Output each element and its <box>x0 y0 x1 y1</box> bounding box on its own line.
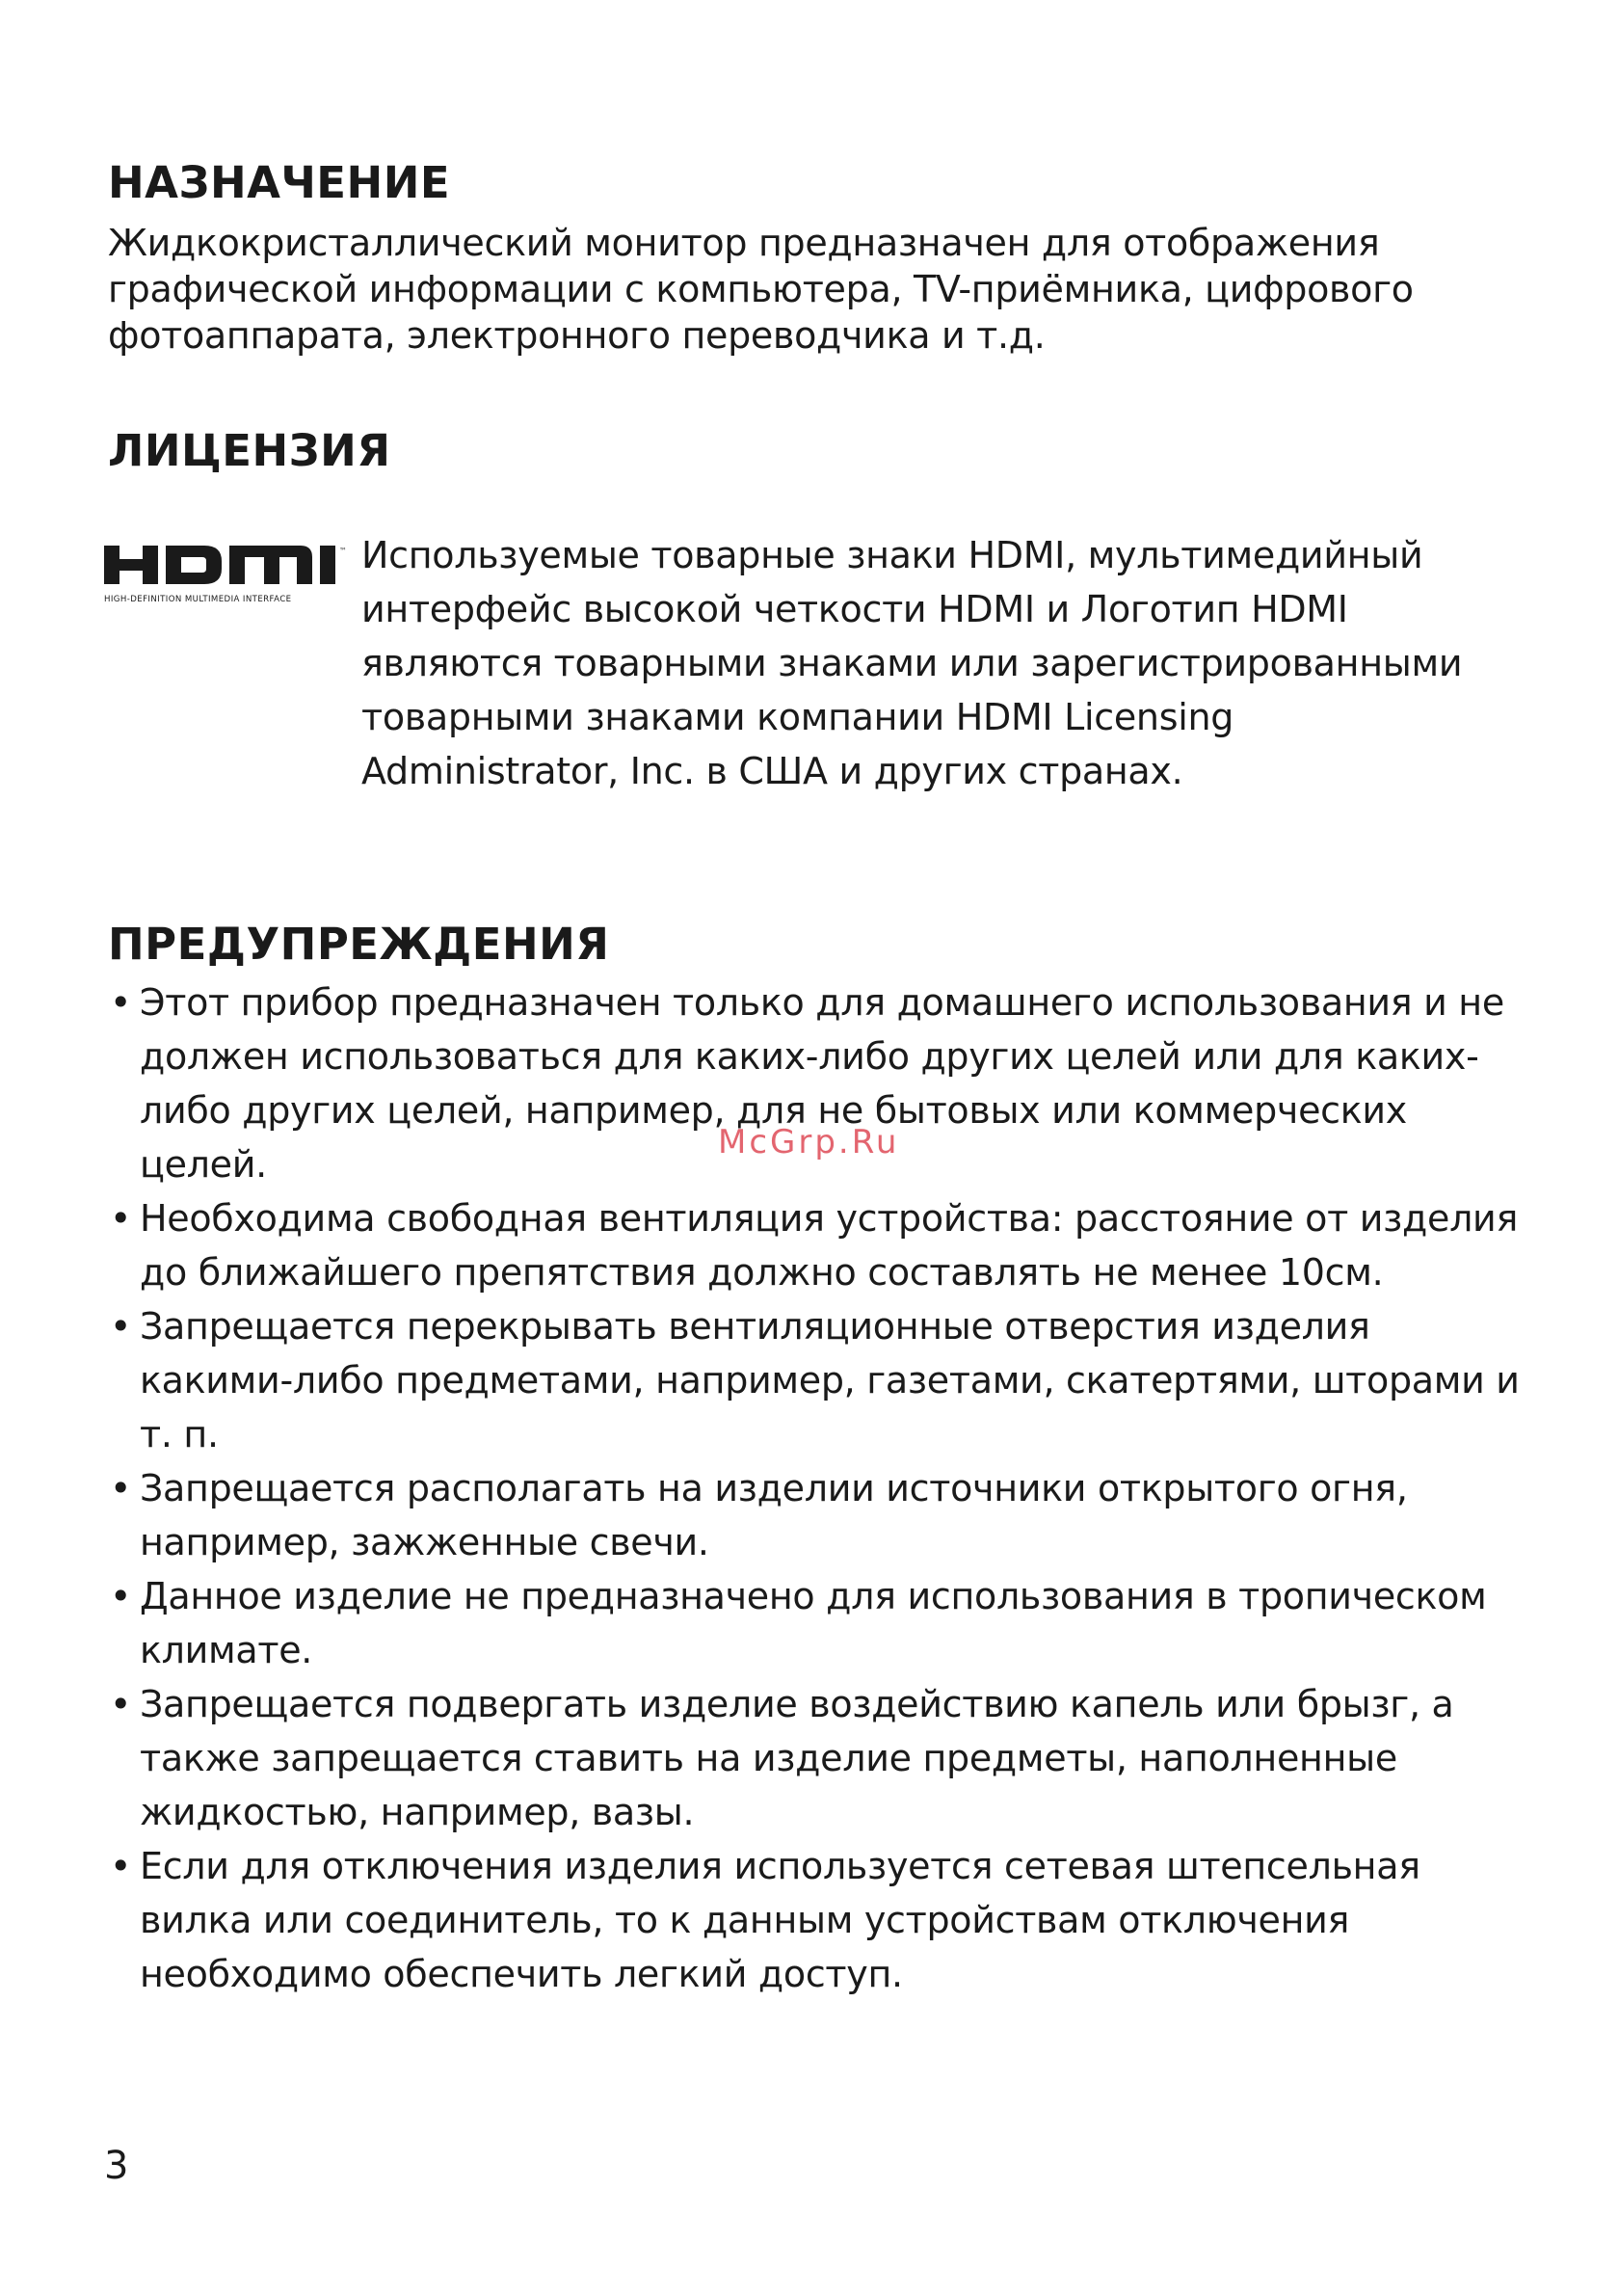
watermark: McGrp.Ru <box>718 1123 900 1161</box>
warnings-heading: ПРЕДУПРЕЖДЕНИЯ <box>108 919 610 970</box>
bullet: • <box>110 1305 132 1348</box>
bullet: • <box>110 1575 132 1617</box>
bullet: • <box>110 1467 132 1509</box>
license-text: Используемые товарные знаки HDMI, мультимедийный интерфейс высокой четкости HDMI и Логотип HDMI являются товарными знаками или зарегистрированными товарными знаками компании HDMI Licensing Administrator, Inc. в США и других странах. <box>361 534 1463 792</box>
list-item <box>108 1677 1525 1839</box>
hdmi-logo <box>102 544 353 613</box>
list-item-text: Запрещается подвергать изделие воздействию капель или брызг, а также запрещается ставить на изделие предметы, наполненные жидкостью, например, вазы. <box>140 1683 1454 1833</box>
list-item-text: Запрещается располагать на изделии источники открытого огня, например, зажженные свечи. <box>140 1467 1408 1563</box>
bullet: • <box>110 981 132 1024</box>
purpose-section <box>108 154 1515 359</box>
purpose-text: Жидкокристаллический монитор предназначен для отображения графической информации с компьютера, TV-приёмника, цифрового фотоаппарата, электронного переводчика и т.д. <box>108 222 1414 357</box>
list-item-text: Данное изделие не предназначено для использования в тропическом климате. <box>140 1575 1487 1671</box>
list-item <box>108 1569 1525 1677</box>
bullet: • <box>110 1683 132 1725</box>
warnings-section <box>108 916 1525 2001</box>
list-item-text: Необходима свободная вентиляция устройства: расстояние от изделия до ближайшего препятствия должно составлять не менее 10см. <box>140 1197 1519 1294</box>
list-item-text: Если для отключения изделия используется сетевая штепсельная вилка или соединитель, то к данным устройствам отключения необходимо обеспечить легкий доступ. <box>140 1845 1420 1995</box>
list-item-text: Этот прибор предназначен только для домашнего использования и не должен использоваться для каких-либо других целей или для каких-либо других целей, например, для не бытовых или коммерческих целей. <box>140 981 1504 1186</box>
bullet: • <box>110 1845 132 1887</box>
hdmi-tagline: HIGH-DEFINITION MULTIMEDIA INTERFACE <box>104 595 292 604</box>
list-item <box>108 1839 1525 2001</box>
purpose-heading: НАЗНАЧЕНИЕ <box>108 157 451 208</box>
list-item <box>108 1191 1525 1299</box>
bullet: • <box>110 1197 132 1240</box>
list-item <box>108 1299 1525 1461</box>
license-heading: ЛИЦЕНЗИЯ <box>108 425 391 476</box>
page-number: 3 <box>104 2144 129 2188</box>
list-item-text: Запрещается перекрывать вентиляционные отверстия изделия какими-либо предметами, например, газетами, скатертями, шторами и т. п. <box>140 1305 1520 1455</box>
license-section <box>104 422 1463 792</box>
svg-text:™: ™ <box>339 547 347 555</box>
list-item <box>108 1461 1525 1569</box>
